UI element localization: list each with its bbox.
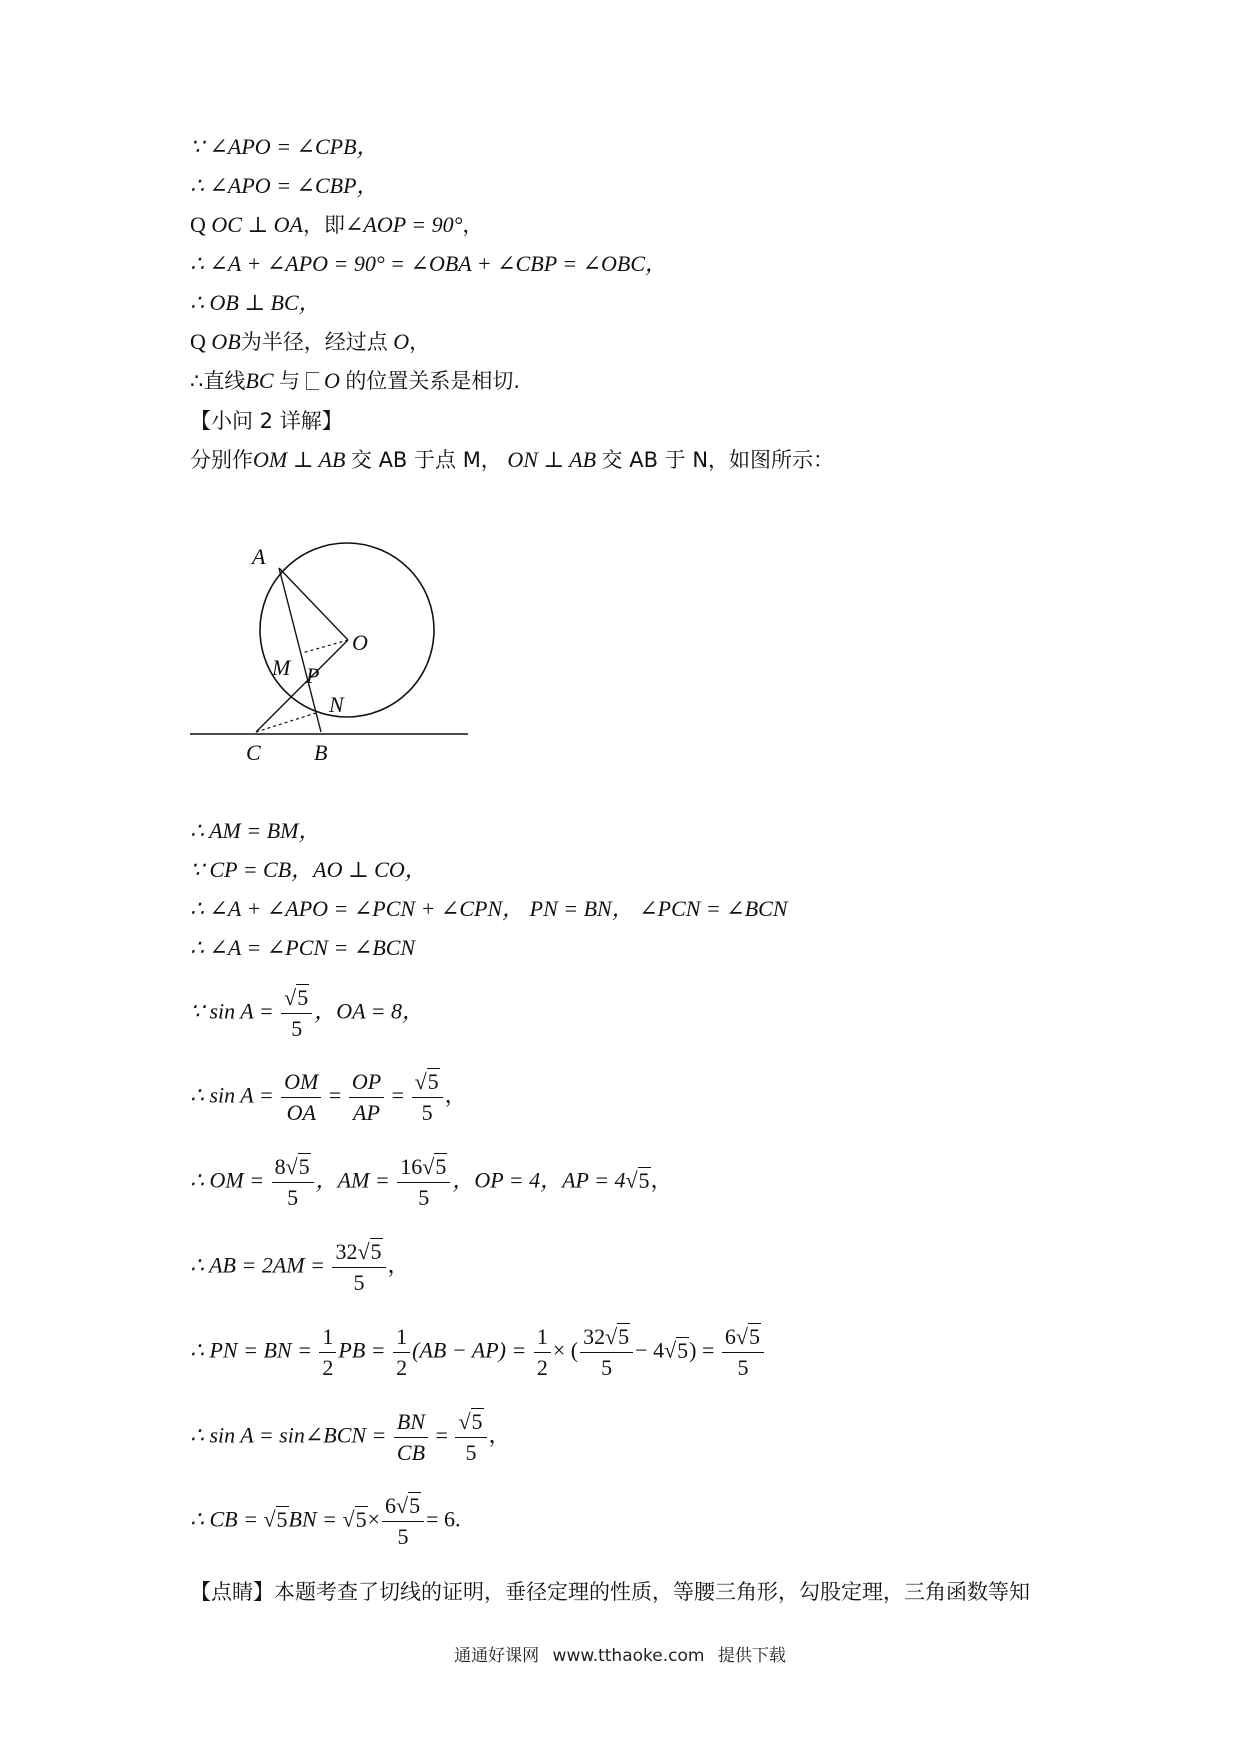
proof-line-1: ∵ ∠APO = ∠CPB， (190, 134, 379, 159)
section-heading: 【小问 2 详解】 (190, 409, 343, 433)
text: 分别作 (190, 448, 253, 472)
segment-ab (279, 568, 321, 732)
proof-line-16: ∴ OM = $\frac{8√5}{5}$ ，AM = $\frac{16√5}{5}$ ，OP = 4，AP = 4√5， (190, 1152, 673, 1213)
segment-oc (256, 640, 348, 732)
page-footer (0, 1641, 1240, 1666)
sin-a-expr: ∴ sin A = (190, 1082, 274, 1108)
text: 交 AB 于 N，如图所示： (601, 448, 835, 472)
label-p: P (306, 663, 320, 688)
proof-line-17: ∴ AB = 2AM = $\frac{32√5}{5}$ ， (190, 1237, 410, 1298)
fraction: $\frac{√5}{5}$ (412, 1067, 443, 1128)
proof-line-13: ∴ ∠A = ∠PCN = ∠BCN (190, 935, 416, 960)
fraction: $\frac{BN}{CB}$ (394, 1407, 428, 1468)
circle-symbol-icon (306, 372, 319, 390)
summary-note: 【点睛】本题考查了切线的证明，垂径定理的性质，等腰三角形，勾股定理，三角函数等知 (190, 1580, 1030, 1604)
because-q: Q (190, 329, 206, 354)
proof-line-18: ∴ PN = BN = $\frac{1}{2}$ PB = $\frac{1}{2}$ (AB − AP) = $\frac{1}{2}$ × ( $\frac{32√5}{5}$ − 4√5) = $\frac{6√5}{5}$ (190, 1322, 766, 1383)
text: ∴直线 (190, 369, 246, 393)
fraction: $\frac{1}{2}$ (319, 1322, 336, 1383)
proof-line-15: ∴ sin A = $\frac{OM}{OA}$ = $\frac{OP}{AP}$ = $\frac{√5}{5}$ ， (190, 1067, 467, 1128)
label-n: N (329, 692, 344, 717)
segment-ao (279, 568, 348, 640)
point-o: O (393, 329, 410, 354)
proof-line-12: ∴ ∠A + ∠APO = ∠PCN + ∠CPN， PN = BN， ∠PCN = ∠BCN (190, 896, 788, 921)
angle-expr: ∠AOP = 90° (344, 212, 463, 237)
label-m: M (272, 655, 291, 680)
point-o: O (324, 368, 340, 393)
footer-url[interactable]: www.tthaoke.com (552, 1646, 705, 1666)
geometry-diagram (190, 540, 480, 770)
proof-line-3 (190, 210, 483, 240)
punct: ， (409, 330, 431, 354)
fraction: $\frac{OP}{AP}$ (349, 1067, 384, 1128)
proof-line-14 (190, 983, 424, 1044)
proof-line-19: ∴ sin A = sin∠BCN = $\frac{BN}{CB}$ = $\frac{√5}{5}$ ， (190, 1407, 511, 1468)
label-o: O (352, 630, 368, 655)
punct: ， (462, 213, 484, 237)
proof-line-7 (190, 366, 520, 396)
perp-om: OM ⊥ AB (253, 447, 346, 472)
proof-line-10: ∴ AM = BM， (190, 818, 321, 843)
label-b: B (314, 740, 328, 765)
fraction: $\frac{√5}{5}$ (455, 1407, 486, 1468)
text: 为半径，经过点 (240, 330, 388, 354)
fraction: $\frac{OM}{OA}$ (281, 1067, 321, 1128)
label-a: A (252, 544, 266, 569)
circle-o (260, 543, 434, 717)
segment-ob: OB (211, 329, 241, 354)
perp-expr: OC ⊥ OA (211, 212, 303, 237)
fraction: $\frac{32√5}{5}$ (332, 1237, 385, 1298)
fraction: $\frac{1}{2}$ (393, 1322, 410, 1383)
proof-line-5: ∴ OB ⊥ BC， (190, 290, 321, 315)
fraction: $\frac{1}{2}$ (534, 1322, 551, 1383)
line-bc: BC (245, 368, 274, 393)
perp-on: ON ⊥ AB (507, 447, 597, 472)
footer-note: 提供下载 (717, 1646, 786, 1666)
fraction: $\frac{8√5}{5}$ (272, 1152, 314, 1213)
proof-line-11: ∵ CP = CB，AO ⊥ CO， (190, 857, 427, 882)
text: ，即 (302, 213, 345, 237)
proof-line-6 (190, 327, 430, 357)
fraction: $\frac{6√5}{5}$ (382, 1491, 424, 1552)
fraction: $\frac{6√5}{5}$ (722, 1322, 764, 1383)
footer-site: 通通好课网 (454, 1646, 540, 1666)
text: 与 (279, 369, 300, 393)
proof-line-2: ∴ ∠APO = ∠CBP， (190, 173, 379, 198)
oa-expr: ，OA = 8， (314, 998, 425, 1024)
label-c: C (246, 740, 261, 765)
sin-a-expr: ∵ sin A = (190, 998, 274, 1024)
proof-line-9 (190, 445, 834, 475)
text: 的位置关系是相切. (345, 369, 521, 393)
fraction: $\frac{16√5}{5}$ (397, 1152, 450, 1213)
text: 交 AB 于点 M， (350, 448, 502, 472)
proof-line-4: ∴ ∠A + ∠APO = 90° = ∠OBA + ∠CBP = ∠OBC， (190, 251, 668, 276)
fraction: $\frac{√5}{5}$ (281, 983, 312, 1044)
proof-line-20: ∴ CB = √5BN = √5× $\frac{6√5}{5}$ = 6. (190, 1491, 461, 1552)
because-q: Q (190, 212, 206, 237)
fraction: $\frac{32√5}{5}$ (580, 1322, 633, 1383)
